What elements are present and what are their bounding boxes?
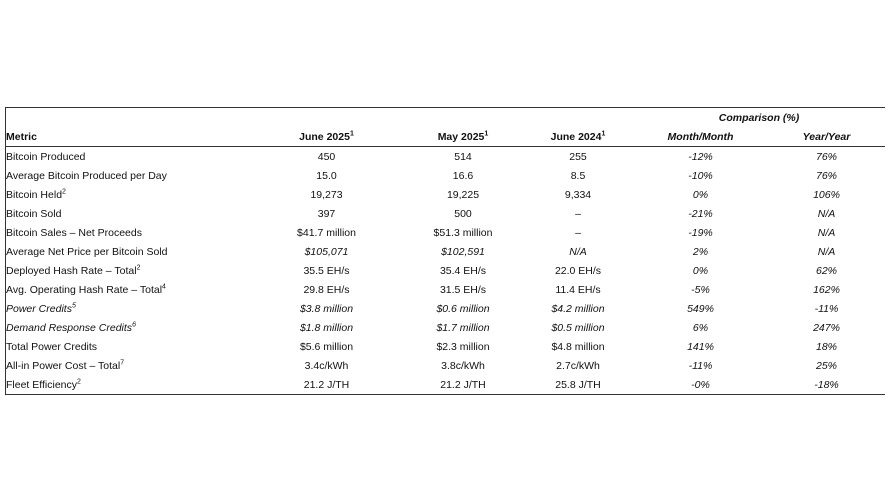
value-june2025: 3.4c/kWh xyxy=(304,359,349,372)
footnote-marker: 5 xyxy=(71,302,76,309)
metric-cell xyxy=(5,204,250,223)
pct-yoy: N/A xyxy=(817,207,836,220)
value-may2025: 514 xyxy=(454,150,472,163)
col-june-2024: June 2024$^1$ xyxy=(523,127,633,147)
pct-mom: -0% xyxy=(633,375,768,395)
table-row xyxy=(5,299,885,318)
value-june2025: 397 xyxy=(317,207,336,220)
pct-mom: 549% xyxy=(687,302,714,315)
value-june2025: $3.8 million xyxy=(299,302,354,315)
value-june2025: 21.2 J/TH xyxy=(250,375,403,395)
value-may2025: 16.6 xyxy=(452,169,474,182)
metric-cell xyxy=(5,223,250,242)
table-row xyxy=(5,356,885,375)
table-row xyxy=(5,242,885,261)
table-row xyxy=(5,280,885,299)
value-may2025: 31.5 EH/s xyxy=(439,283,487,296)
value-june2024: 9,334 xyxy=(564,188,592,201)
metric-cell xyxy=(5,356,250,375)
pct-mom: -21% xyxy=(688,207,713,220)
footnote-marker: 2 xyxy=(136,264,141,271)
value-june2024: 8.5 xyxy=(570,169,586,182)
value-may2025: $0.6 million xyxy=(436,302,490,315)
table-row xyxy=(5,337,885,356)
value-june2024: $4.2 million xyxy=(551,302,605,315)
value-may2025: 21.2 J/TH xyxy=(403,375,523,395)
metric-label: Avg. Operating Hash Rate – Total xyxy=(6,283,163,296)
metric-label: Average Net Price per Bitcoin Sold xyxy=(6,245,168,258)
pct-mom: 2% xyxy=(692,245,709,258)
value-june2025: $41.7 million xyxy=(297,226,356,239)
pct-mom: 141% xyxy=(687,340,714,353)
table-row xyxy=(5,318,885,337)
metric-cell xyxy=(5,337,250,356)
value-may2025: $102,591 xyxy=(441,245,485,258)
col-month-month: Month/Month xyxy=(633,127,768,147)
value-june2024: – xyxy=(575,207,581,220)
metric-cell xyxy=(5,185,250,204)
metric-label: Average Bitcoin Produced per Day xyxy=(6,169,167,182)
value-june2025: $5.6 million xyxy=(299,340,354,353)
metric-label: Fleet Efficiency xyxy=(6,378,78,391)
metric-label: Total Power Credits xyxy=(6,340,98,353)
value-june2024: N/A xyxy=(569,245,587,258)
metric-label: Power Credits xyxy=(6,302,72,315)
comparison-header: Comparison (%) xyxy=(633,108,885,128)
pct-yoy: N/A xyxy=(817,226,836,239)
value-june2025: 35.5 EH/s xyxy=(303,264,350,277)
metric-label: Deployed Hash Rate – Total xyxy=(6,264,137,277)
value-may2025: $2.3 million xyxy=(436,340,490,353)
value-june2025: 29.8 EH/s xyxy=(303,283,350,296)
metric-cell xyxy=(5,375,250,395)
pct-yoy: 106% xyxy=(813,188,840,201)
value-june2024: 25.8 J/TH xyxy=(523,375,633,395)
value-may2025: $1.7 million xyxy=(436,321,490,334)
metric-label: Bitcoin Sales – Net Proceeds xyxy=(6,226,142,239)
pct-yoy: 18% xyxy=(815,340,837,353)
value-june2024: 255 xyxy=(569,150,587,163)
pct-mom: -12% xyxy=(688,150,713,163)
value-may2025: 19,225 xyxy=(446,188,480,201)
metric-label: Bitcoin Produced xyxy=(6,150,86,163)
metric-label: Bitcoin Held xyxy=(6,188,63,201)
footnote-marker: 2 xyxy=(62,188,66,195)
pct-yoy: -11% xyxy=(814,302,839,315)
pct-mom: -10% xyxy=(688,169,713,182)
table-row xyxy=(5,166,885,185)
pct-mom: 0% xyxy=(692,264,709,277)
value-june2024: $4.8 million xyxy=(551,340,605,353)
pct-mom: -19% xyxy=(688,226,713,239)
metric-cell xyxy=(5,166,250,185)
pct-mom: 0% xyxy=(692,188,709,201)
col-metric: Metric xyxy=(5,127,250,147)
pct-yoy: 62% xyxy=(815,264,837,277)
metric-cell xyxy=(5,299,250,318)
col-may-2025: May 2025$^1$ xyxy=(403,127,523,147)
table-row xyxy=(5,204,885,223)
metric-label: All-in Power Cost – Total xyxy=(6,359,121,372)
value-june2025: 15.0 xyxy=(316,169,337,182)
value-june2024: 22.0 EH/s xyxy=(554,264,602,277)
value-june2024: 2.7c/kWh xyxy=(556,359,600,372)
value-june2024: 11.4 EH/s xyxy=(555,283,601,296)
metric-cell xyxy=(5,318,250,337)
table-row xyxy=(5,147,885,167)
value-june2025: $1.8 million xyxy=(299,321,354,334)
pct-yoy: -18% xyxy=(768,375,885,395)
table-row xyxy=(5,375,885,395)
pct-yoy: 76% xyxy=(815,169,837,182)
value-june2025: 19,273 xyxy=(310,188,343,201)
pct-mom: -11% xyxy=(688,359,713,372)
metric-cell xyxy=(5,261,250,280)
pct-mom: -5% xyxy=(691,283,710,296)
value-june2025: 450 xyxy=(317,150,336,163)
value-may2025: 500 xyxy=(454,207,472,220)
value-may2025: 35.4 EH/s xyxy=(439,264,487,277)
value-may2025: 3.8c/kWh xyxy=(441,359,485,372)
pct-mom: 6% xyxy=(692,321,709,334)
metric-cell xyxy=(5,280,250,299)
footnote-marker: 4 xyxy=(162,283,166,290)
pct-yoy: 76% xyxy=(815,150,837,163)
pct-yoy: 247% xyxy=(813,321,840,334)
value-may2025: $51.3 million xyxy=(433,226,493,239)
col-june-2025: June 2025$^1$ xyxy=(250,127,403,147)
value-june2024: $0.5 million xyxy=(551,321,605,334)
footnote-marker: 7 xyxy=(120,359,125,366)
footnote-marker: 6 xyxy=(132,321,136,328)
metric-cell xyxy=(5,242,250,261)
metric-label: Demand Response Credits xyxy=(6,321,133,334)
table-row xyxy=(5,185,885,204)
column-header-row xyxy=(5,127,885,147)
bitcoin-metrics-table xyxy=(5,107,885,395)
col-year-year: Year/Year xyxy=(768,127,885,147)
group-header-row xyxy=(5,108,885,128)
table-row xyxy=(5,223,885,242)
value-june2024: – xyxy=(575,226,581,239)
metric-cell xyxy=(5,147,250,167)
pct-yoy: 162% xyxy=(813,283,840,296)
footnote-marker: 2 xyxy=(77,378,81,385)
pct-yoy: N/A xyxy=(817,245,836,258)
table-row xyxy=(5,261,885,280)
pct-yoy: 25% xyxy=(815,359,837,372)
value-june2025: $105,071 xyxy=(304,245,349,258)
metric-label: Bitcoin Sold xyxy=(6,207,62,220)
